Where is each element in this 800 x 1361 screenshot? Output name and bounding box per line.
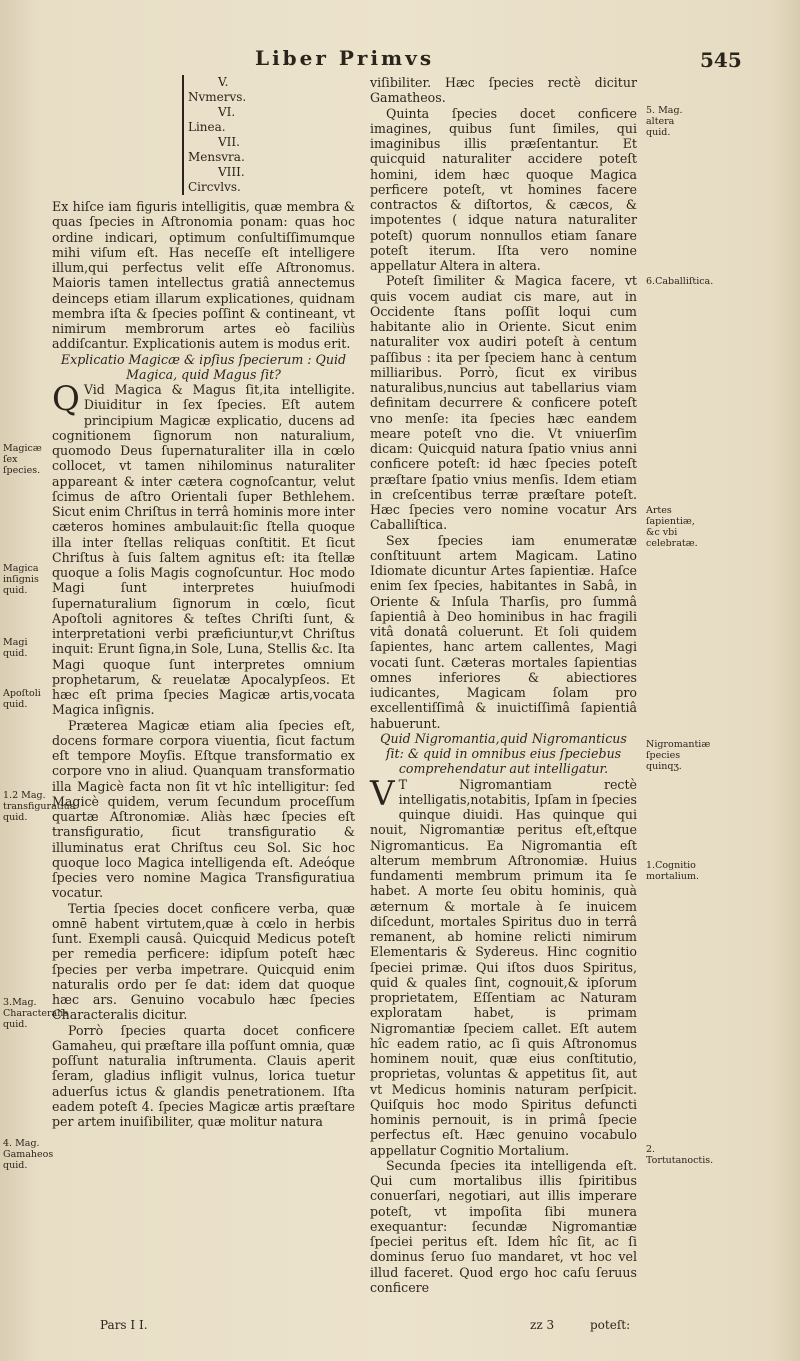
signature-mark: Pars I I. — [100, 1318, 148, 1332]
paragraph: Ex hiſce iam figuris intelligitis, quæ membra & quas ſpecies in Aſtronomia ponam: quas hoc ordine indicari, optimum conſultiſſimumque mihi viſum eſt. Has neceſſe eſt intelligere illum,qui perfectus velit eſſe Aſtronomus. Maioris tamen intellectus gratiâ annectemus deinceps etiam illarum explicationes, quidnam membra iſta & ſpecies poſſint & contineant, vt nimirum membrorum artes eò faciliùs addiſcantur. Explicationis autem is modus erit. — [52, 199, 355, 352]
margin-note: Magica inſignis quid. — [3, 563, 39, 596]
drop-cap: Q — [52, 379, 80, 419]
outline-item: VIII. — [218, 165, 245, 179]
margin-note: 1.Cognitio mortalium. — [646, 860, 699, 882]
outline-item: Linea. — [188, 120, 226, 134]
running-header — [0, 26, 800, 72]
margin-note: Magi quid. — [3, 637, 28, 659]
drop-cap: V — [370, 773, 395, 814]
margin-note: 2. Tortutanoctis. — [646, 1144, 714, 1166]
paragraph: Porrò ſpecies quarta docet conficere Gamaheu, qui præſtare illa poſſunt omnia, quæ poſſunt naturalia inſtrumenta. Clauis aperit ſeram, gladius infligit vulnus, lorica tuetur aduerſus ictus & glandis penetrationem. Iſta eadem poteſt 4. ſpecies Magicæ artis præſtare per artem inuiſibiliter, quæ molitur natura — [52, 1022, 355, 1129]
margin-note: Nigromantiæ ſpecies quinqʒ. — [646, 739, 711, 772]
outline-item: Mensvra. — [188, 150, 245, 164]
outline-item: VII. — [218, 135, 240, 149]
paragraph: Vid Magica & Magus ſit,ita intelligite. Diuiditur in ſex ſpecies. Eſt autem principium Magicæ explicatio, ducens ad cognitionem ſignorum non naturalium, quomodo Deus ſupernaturaliter illa in cœlo collocet, vt tamen nihilominus naturaliter appareant & inter cætera cognoſcantur, velut ſcimus de aſtro Orientali ſuper Bethlehem. Sicut enim Chriſtus in terrâ hominis more inter cæteros homines ambulauit:ſic ſtella quoque illa inter ſtellas reliquas conſtitit. Et ſicut Chriſtus à ſuis ſaltem agnitus eſt: ita ſtellæ quoque a ſolis Magis cognoſcuntur. Hoc modo Magi ſunt interpretes huiuſmodi ſupernaturalium ſignorum in cœlo, ſicut Apoſtoli agnitores & teſtes Chriſti ſunt, & interpretationi verbi præficiuntur,vt Chriſtus inquit: Erunt ſigna,in Sole, Luna, Stellis &c. Ita Magi quoque ſunt interpretes omnium prophetarum, & reuelatæ Apocalypſeos. Et hæc eſt prima ſpecies Magicæ artis,vocata Magica inſignis. — [52, 382, 355, 718]
left-column — [52, 75, 355, 1129]
outline-item: V. — [218, 75, 229, 89]
signature-mark: zz 3 — [530, 1318, 555, 1332]
paragraph: Tertia ſpecies docet conficere verba, quæ omnē habent virtutem,quæ à cœlo in herbis ſunt. Exempli causâ. Quicquid Medicus poteſt per remedia perficere: idipſum poteſt hæc ſpecies per verba impetrare. Quicquid enim naturalis ordo per ſe dat: idem dat quoque hæc ars. Genuino vocabulo hæc ſpecies Characteralis dicitur. — [52, 900, 355, 1023]
paragraph: T Nigromantiam rectè intelligatis,notabitis, Ipſam in ſpecies quinque diuidi. Has quinque qui nouit, Nigromantiæ peritus eſt,eſtque Nigromanticus. Ea Nigromantia eſt alterum membrum Aſtronomiæ. Huius fundamenti membrum primum ita ſe habet. A morte ſeu obitu hominis, quà æternum & mortale à ſe inuicem diſcedunt, mortales Spiritus duo in terrâ remanent, ab homine relicti nimirum Elementaris & Sydereus. Hinc cognitio ſpeciei primæ. Qui iſtos duos Spiritus, quid & quales ſint, cognouit,& ipſorum proprietatem, Eſſentiam ac Naturam exploratam habet, is primam Nigromantiæ ſpeciem callet. Eſt autem hîc eadem ratio, ac ſi quis Aſtronomus hominem nouit, quæ eius conſtitutio, proprietas, voluntas & appetitus ſit, aut vt Medicus hominis naturam perſpicit. Quiſquis hoc modo Spiritus defuncti hominis pernouit, is in primâ ſpecie perfectus eſt. Hæc genuino vocabulo appellatur Cognitio Mortalium. — [370, 776, 637, 1158]
schema-outline — [182, 75, 355, 195]
page-number: 545 — [700, 48, 742, 72]
margin-note: Magicæ ſex ſpecies. — [3, 443, 42, 476]
paragraph: Sex ſpecies iam enumeratæ conſtituunt artem Magicam. Latino Idiomate dicuntur Artes ſapientiæ. Haſce enim ſex ſpecies, habitantes in Sabâ, in Oriente & Inſula Tharſis, pro ſummâ ſapientiâ à Deo hominibus in hac fragili vitâ donatâ coluerunt. Et ſoli quidem ſapientes, hanc artem callentes, Magi vocati ſunt. Cæteras mortales ſapientias omnes inferiores & abiectiores iudicantes, Magicam ſolam pro excellentiſſimâ & inuictiſſimâ ſapientiâ habuerunt. — [370, 532, 637, 731]
margin-note: Apoſtoli quid. — [3, 688, 41, 710]
margin-note: 1.2 Mag. transfiguratiua quid. — [3, 790, 76, 823]
paragraph: Secunda ſpecies ita intelligenda eſt. Qui cum mortalibus illis ſpiritibus conuerſari, negotiari, aut illis imperare poteſt, vt impoſita ſibi munera exequantur: ſecundæ Nigromantiæ ſpeciei peritus eſt. Idem hîc ſit, ac ſi dominus ſeruo ſuo mandaret, vt hoc vel illud faceret. Quod ergo hoc caſu ſeruus conficere — [370, 1157, 637, 1295]
paragraph: Poteſt ſimiliter & Magica facere, vt quis vocem audiat cis mare, aut in Occidente ſtans poſſit loqui cum habitante alio in Oriente. Sicut enim naturaliter vox audiri poteſt à centum paſſibus : ita per ſpeciem hanc à centum milliaribus. Porrò, ſicut ex viribus naturalibus,nuncius aut tabellarius viam definitam decurrere & conficere poteſt vno menſe: ita ſpecies hæc eandem meare poteſt vno die. Vt vniuerſim dicam: Quicquid natura ſpatio vnius anni conficere poteſt: id hæc ſpecies poteſt præſtare ſpatio vnius menſis. Idem etiam in creſcentibus terræ præſtare poteſt. Hæc ſpecies vero nomine vocatur Ars Caballiſtica. — [370, 273, 637, 533]
right-column — [370, 75, 637, 1295]
running-title: Liber Primvs — [255, 46, 435, 70]
margin-note: 6.Caballiſtica. — [646, 276, 714, 287]
section-heading: Explicatio Magicæ & ipſius ſpecierum : Quid Magica, quid Magus ſit? — [60, 351, 347, 382]
section-heading: Quid Nigromantia,quid Nigromanticus ſit: & quid in omnibus eius ſpeciebus comprehendatur aut intelligatur. — [380, 730, 627, 777]
outline-item: Circvlvs. — [188, 180, 241, 194]
paragraph: Quinta ſpecies docet conficere imagines, quibus ſunt ſimiles, qui imaginibus illis præſentantur. Et quicquid naturaliter accidere poteſt homini, idem hæc quoque Magica perficere poteſt, vt homines facere contractos & diſtortos, & cæcos, & impotentes ( idque natura naturaliter poteſt) quorum nonnullos etiam ſanare poteſt iterum. Iſta vero nomine appellatur Altera in altera. — [370, 105, 637, 273]
margin-note: Artes ſapientiæ, &c vbi celebratæ. — [646, 505, 698, 549]
outline-item: VI. — [218, 105, 236, 119]
margin-note: 4. Mag. Gamaheos quid. — [3, 1138, 54, 1171]
paragraph: viſibiliter. Hæc ſpecies rectè dicitur Gamatheos. — [370, 75, 637, 106]
outline-item: Nvmervs. — [188, 90, 247, 104]
catchword: poteſt: — [590, 1318, 631, 1332]
margin-note: 3.Mag. Characteralis quid. — [3, 997, 69, 1030]
margin-note: 5. Mag. altera quid. — [646, 105, 683, 138]
paragraph: Præterea Magicæ etiam alia ſpecies eſt, docens formare corpora viuentia, ſicut factum eſt tempore Moyſis. Eſtque transformatio ex corpore vno in aliud. Quanquam transformatio illa Magicè facta non ſit vt hîc intelligitur: ſed Magicè quidem, verum ſecundum proceſſum quartæ Aſtronomiæ. Aliàs hæc ſpecies eſt transfiguratio, ſicut transfiguratio & illuminatus erat Chriſtus ceu Sol. Sic hoc quoque loco Magica intelligenda eſt. Adeóque ſpecies vero nomine Magica Transfiguratiua vocatur. — [52, 717, 355, 901]
